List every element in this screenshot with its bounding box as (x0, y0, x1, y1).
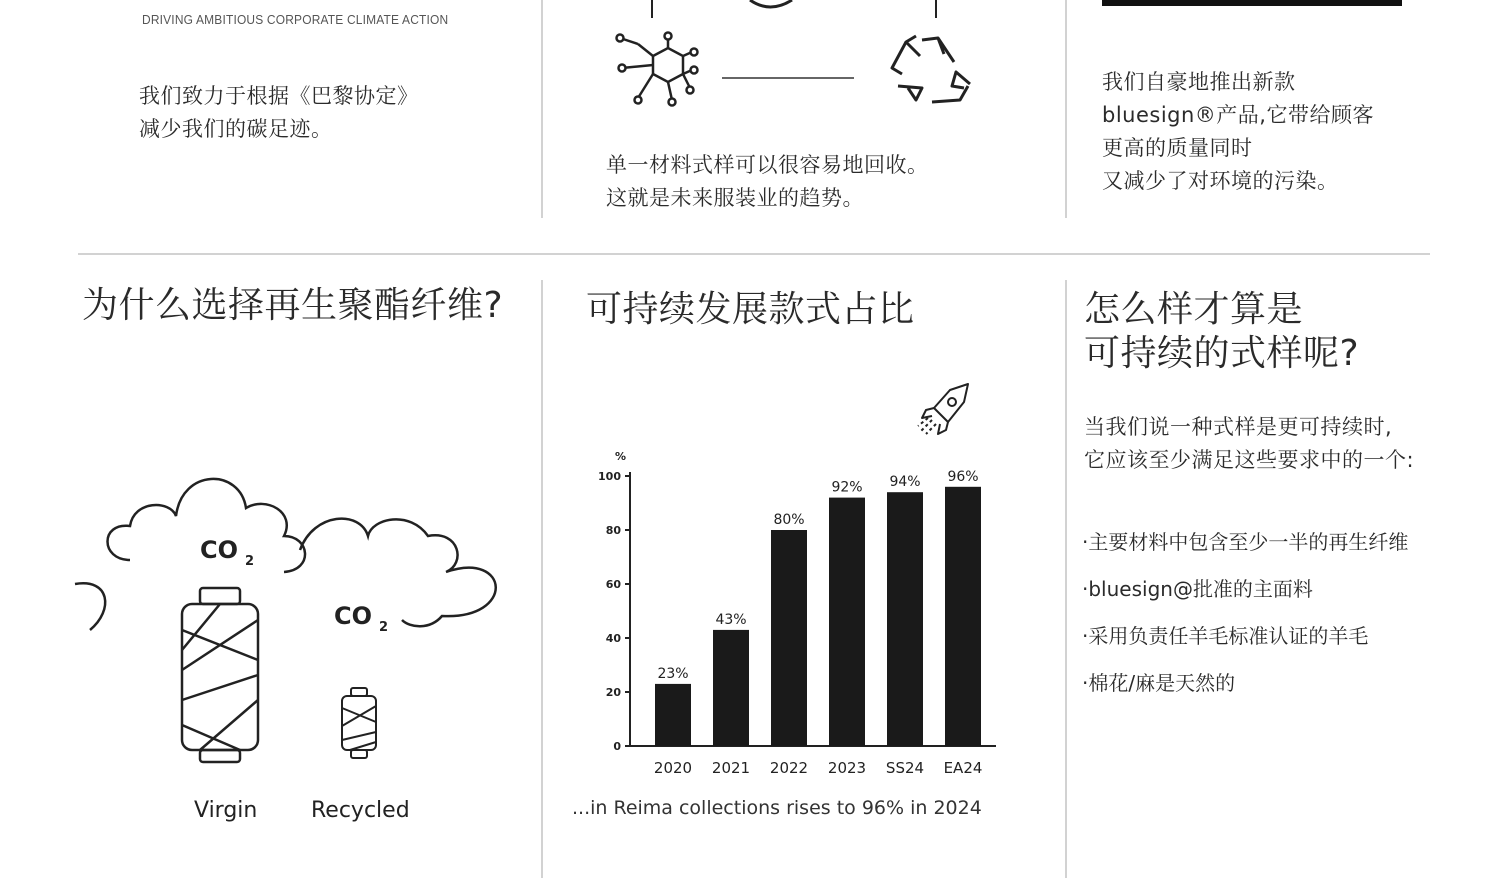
bar-value-label: 80% (773, 512, 805, 528)
bar-value-label: 23% (657, 665, 689, 682)
x-tick-label: 2020 (653, 759, 693, 777)
y-tick-label: 40 (605, 632, 621, 645)
bar (655, 684, 691, 746)
logo-tagline: DRIVING AMBITIOUS CORPORATE CLIMATE ACTION (142, 12, 449, 27)
bar (713, 630, 749, 746)
sustainable-share-chart (582, 440, 1022, 780)
list-item: ·bluesign@批准的主面料 (1082, 577, 1313, 601)
bluesign-text: 我们自豪地推出新款 bluesign®产品,它带给顾客 更高的质量同时 又减少了对环境的污染。 (1102, 70, 1374, 193)
column-divider-3 (541, 280, 543, 878)
recycle-icon (892, 36, 970, 102)
rocket-icon (914, 380, 974, 440)
column-divider-1 (541, 0, 543, 218)
list-item: ·主要材料中包含至少一半的再生纤维 (1082, 530, 1409, 554)
bar (771, 530, 807, 746)
thread-spool-icon (342, 688, 376, 758)
y-tick-label: 20 (605, 686, 621, 699)
bar-value-label: 92% (831, 479, 863, 496)
y-tick-label: 60 (605, 578, 621, 591)
requirements-intro: 当我们说一种式样是更可持续时, 它应该至少满足这些要求中的一个: (1084, 415, 1415, 472)
x-tick-label: 2022 (769, 759, 809, 777)
virgin-label: Virgin (194, 798, 258, 823)
bar-value-label: 96% (947, 468, 979, 485)
recycling-illustration (560, 0, 1080, 130)
x-tick-label: EA24 (943, 759, 983, 777)
co2-subscript: 2 (245, 554, 255, 569)
paris-agreement-text: 我们致力于根据《巴黎协定》 减少我们的碳足迹。 (139, 84, 419, 141)
co2-subscript: 2 (379, 620, 389, 635)
x-tick-label: 2023 (827, 759, 867, 777)
molecule-icon (617, 33, 698, 106)
recycled-label: Recycled (311, 798, 410, 823)
bar (945, 487, 981, 746)
chart-caption: ...in Reima collections rises to 96% in 2024 (572, 797, 982, 819)
bluesign-banner (1102, 0, 1402, 6)
recycled-polyester-title: 为什么选择再生聚酯纤维? (82, 285, 504, 326)
monomaterial-text: 单一材料式样可以很容易地回收。 这就是未来服装业的趋势。 (606, 153, 929, 210)
x-tick-label: SS24 (885, 759, 925, 777)
list-item: ·棉花/麻是天然的 (1082, 671, 1236, 695)
y-axis-label: % (614, 450, 626, 463)
section-divider (78, 253, 1430, 255)
co2-label: CO (334, 602, 373, 630)
what-is-sustainable-title: 怎么样才算是 可持续的式样呢? (1084, 289, 1360, 374)
y-tick-label: 80 (605, 524, 621, 537)
thread-spool-icon (182, 588, 258, 762)
bar-value-label: 94% (889, 474, 921, 491)
co2-label: CO (200, 536, 239, 564)
requirements-list (1082, 519, 1408, 707)
column-divider-4 (1065, 280, 1067, 878)
y-tick-label: 0 (613, 740, 621, 753)
list-item: ·采用负责任羊毛标准认证的羊毛 (1082, 624, 1369, 648)
y-tick-label: 100 (598, 470, 621, 483)
bar-value-label: 43% (715, 611, 747, 628)
bar (887, 492, 923, 746)
sustainable-share-title: 可持续发展款式占比 (586, 289, 915, 330)
x-tick-label: 2021 (711, 759, 751, 777)
co2-illustration (70, 460, 510, 780)
cloud-icon (300, 519, 496, 627)
bar (829, 498, 865, 746)
